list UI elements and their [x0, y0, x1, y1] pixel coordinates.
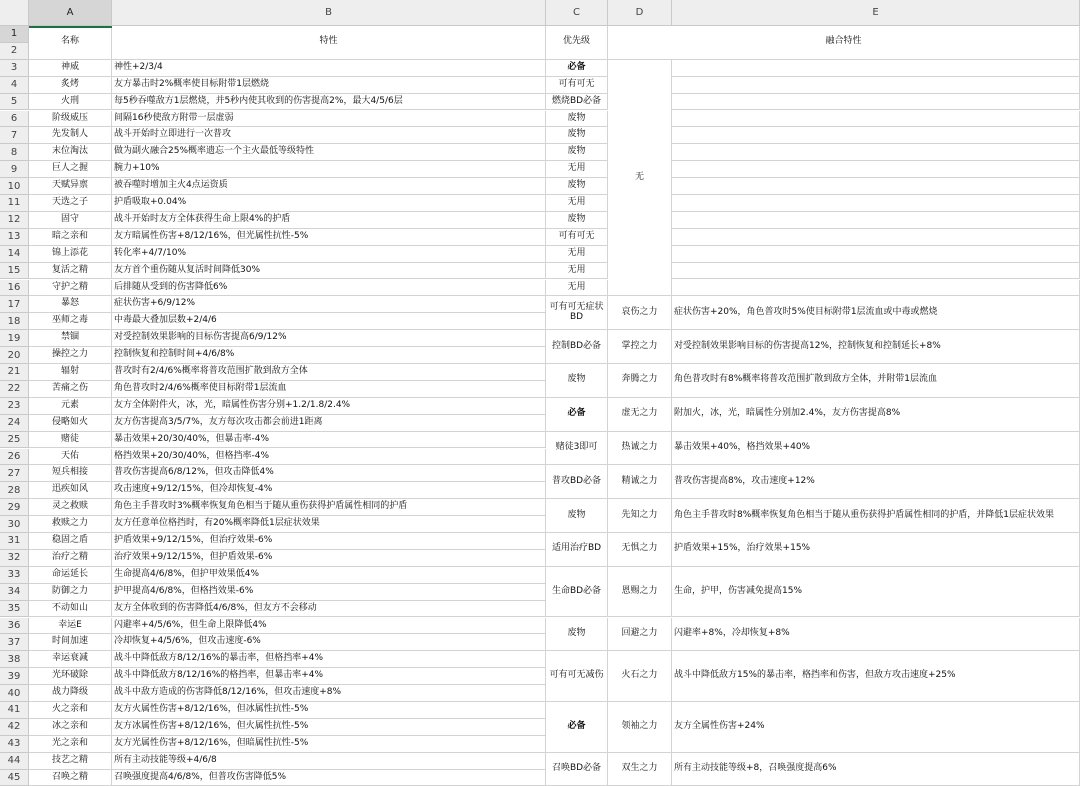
name-cell[interactable]: 光环破除: [29, 668, 112, 685]
row-header[interactable]: 45: [0, 770, 29, 786]
trait-cell[interactable]: 友方暴击时2%概率使目标附带1层燃烧: [112, 77, 546, 94]
row-header[interactable]: 30: [0, 516, 29, 533]
row-header[interactable]: 17: [0, 296, 29, 313]
row-header[interactable]: 8: [0, 144, 29, 161]
name-cell[interactable]: 冰之亲和: [29, 719, 112, 736]
fusion-trait-cell[interactable]: 附加火，冰，光，暗属性分别加2.4%，友方伤害提高8%: [672, 398, 1080, 432]
trait-cell[interactable]: 护盾吸取+0.04%: [112, 195, 546, 212]
fusion-trait-empty[interactable]: [672, 212, 1080, 229]
row-header[interactable]: 34: [0, 584, 29, 601]
priority-group-cell[interactable]: 必备: [546, 398, 608, 432]
name-cell[interactable]: 光之亲和: [29, 736, 112, 753]
name-cell[interactable]: 治疗之精: [29, 550, 112, 567]
trait-cell[interactable]: 友方冰属性伤害+8/12/16%，但火属性抗性-5%: [112, 719, 546, 736]
priority-cell[interactable]: 废物: [546, 144, 608, 161]
column-header-d[interactable]: D: [608, 0, 672, 26]
fusion-name-cell[interactable]: 精诚之力: [608, 465, 672, 499]
trait-cell[interactable]: 角色普攻时2/4/6%概率使目标附带1层流血: [112, 381, 546, 398]
fusion-trait-cell[interactable]: 闪避率+8%，冷却恢复+8%: [672, 618, 1080, 652]
row-header[interactable]: 10: [0, 178, 29, 195]
fusion-trait-cell[interactable]: 症状伤害+20%，角色普攻时5%使目标附带1层流血或中毒或燃烧: [672, 296, 1080, 330]
priority-group-cell[interactable]: 生命BD必备: [546, 567, 608, 618]
fusion-trait-empty[interactable]: [672, 246, 1080, 263]
row-header[interactable]: 31: [0, 533, 29, 550]
fusion-name-cell[interactable]: 回避之力: [608, 618, 672, 652]
priority-cell[interactable]: 废物: [546, 111, 608, 128]
row-header[interactable]: 38: [0, 651, 29, 668]
trait-cell[interactable]: 做为副火融合25%概率遗忘一个主火最低等级特性: [112, 144, 546, 161]
fusion-trait-cell[interactable]: 角色普攻时有8%概率将普攻范围扩散到敌方全体，并附带1层流血: [672, 364, 1080, 398]
fusion-trait-empty[interactable]: [672, 77, 1080, 94]
trait-cell[interactable]: 闪避率+4/5/6%，但生命上限降低4%: [112, 618, 546, 635]
fusion-name-cell[interactable]: 双生之力: [608, 753, 672, 786]
trait-cell[interactable]: 暴击效果+20/30/40%，但暴击率-4%: [112, 432, 546, 449]
priority-cell[interactable]: 无用: [546, 280, 608, 297]
fusion-name-cell[interactable]: 掌控之力: [608, 330, 672, 364]
column-header-a[interactable]: A: [29, 0, 112, 26]
name-cell[interactable]: 迅疾如风: [29, 482, 112, 499]
name-cell[interactable]: 幸运E: [29, 618, 112, 635]
name-cell[interactable]: 守护之精: [29, 280, 112, 297]
name-cell[interactable]: 技艺之精: [29, 753, 112, 770]
priority-group-cell[interactable]: 召唤BD必备: [546, 753, 608, 786]
trait-cell[interactable]: 生命提高4/6/8%，但护甲效果低4%: [112, 567, 546, 584]
trait-cell[interactable]: 转化率+4/7/10%: [112, 246, 546, 263]
row-header[interactable]: 33: [0, 567, 29, 584]
name-cell[interactable]: 禁锢: [29, 330, 112, 347]
name-cell[interactable]: 召唤之精: [29, 770, 112, 786]
priority-group-cell[interactable]: 可有可无减伤: [546, 651, 608, 702]
trait-cell[interactable]: 所有主动技能等级+4/6/8: [112, 753, 546, 770]
trait-cell[interactable]: 神性+2/3/4: [112, 60, 546, 77]
name-cell[interactable]: 防御之力: [29, 584, 112, 601]
row-header[interactable]: 44: [0, 753, 29, 770]
fusion-trait-empty[interactable]: [672, 178, 1080, 195]
name-cell[interactable]: 巫师之毒: [29, 313, 112, 330]
name-cell[interactable]: 不动如山: [29, 601, 112, 618]
fusion-trait-cell[interactable]: 暴击效果+40%，格挡效果+40%: [672, 432, 1080, 466]
trait-cell[interactable]: 友方伤害提高3/5/7%，友方每次攻击都会前进1距离: [112, 415, 546, 432]
row-header[interactable]: 15: [0, 263, 29, 280]
name-cell[interactable]: 天佑: [29, 449, 112, 466]
trait-cell[interactable]: 护甲提高4/6/8%，但格挡效果-6%: [112, 584, 546, 601]
name-cell[interactable]: 侵略如火: [29, 415, 112, 432]
name-cell[interactable]: 天赋异禀: [29, 178, 112, 195]
name-cell[interactable]: 元素: [29, 398, 112, 415]
priority-cell[interactable]: 废物: [546, 212, 608, 229]
priority-group-cell[interactable]: 废物: [546, 618, 608, 652]
row-header[interactable]: 5: [0, 94, 29, 111]
name-cell[interactable]: 命运延长: [29, 567, 112, 584]
trait-cell[interactable]: 战斗中降低敌方8/12/16%的暴击率，但格挡率+4%: [112, 651, 546, 668]
row-header[interactable]: 23: [0, 398, 29, 415]
fusion-name-cell[interactable]: 哀伤之力: [608, 296, 672, 330]
row-header[interactable]: 43: [0, 736, 29, 753]
priority-group-cell[interactable]: 可有可无症状BD: [546, 296, 608, 330]
name-cell[interactable]: 炙烤: [29, 77, 112, 94]
select-all-corner[interactable]: [0, 0, 29, 26]
column-header-b[interactable]: B: [112, 0, 546, 26]
priority-cell[interactable]: 无用: [546, 195, 608, 212]
name-cell[interactable]: 末位淘汰: [29, 144, 112, 161]
row-header[interactable]: 32: [0, 550, 29, 567]
row-header[interactable]: 2: [0, 43, 29, 60]
name-cell[interactable]: 复活之精: [29, 263, 112, 280]
trait-cell[interactable]: 间隔16秒使敌方附带一层虚弱: [112, 111, 546, 128]
priority-cell[interactable]: 必备: [546, 60, 608, 77]
fusion-trait-empty[interactable]: [672, 161, 1080, 178]
fusion-trait-cell[interactable]: 护盾效果+15%，治疗效果+15%: [672, 533, 1080, 567]
row-header[interactable]: 42: [0, 719, 29, 736]
header-priority[interactable]: 优先级: [546, 26, 608, 60]
row-header[interactable]: 26: [0, 449, 29, 466]
fusion-name-cell[interactable]: 恩赐之力: [608, 567, 672, 618]
trait-cell[interactable]: 护盾效果+9/12/15%，但治疗效果-6%: [112, 533, 546, 550]
fusion-trait-empty[interactable]: [672, 60, 1080, 77]
fusion-trait-empty[interactable]: [672, 229, 1080, 246]
row-header[interactable]: 36: [0, 618, 29, 635]
trait-cell[interactable]: 友方光属性伤害+8/12/16%，但暗属性抗性-5%: [112, 736, 546, 753]
fusion-name-cell[interactable]: 虚无之力: [608, 398, 672, 432]
name-cell[interactable]: 神威: [29, 60, 112, 77]
fusion-trait-cell[interactable]: 战斗中降低敌方15%的暴击率，格挡率和伤害，但敌方攻击速度+25%: [672, 651, 1080, 702]
header-fusion[interactable]: 融合特性: [608, 26, 1080, 60]
priority-cell[interactable]: 燃烧BD必备: [546, 94, 608, 111]
row-header[interactable]: 3: [0, 60, 29, 77]
trait-cell[interactable]: 治疗效果+9/12/15%，但护盾效果-6%: [112, 550, 546, 567]
fusion-trait-cell[interactable]: 对受控制效果影响目标的伤害提高12%，控制恢复和控制延长+8%: [672, 330, 1080, 364]
priority-group-cell[interactable]: 必备: [546, 702, 608, 753]
fusion-trait-empty[interactable]: [672, 280, 1080, 297]
row-header[interactable]: 37: [0, 634, 29, 651]
row-header[interactable]: 12: [0, 212, 29, 229]
name-cell[interactable]: 火之亲和: [29, 702, 112, 719]
row-header[interactable]: 13: [0, 229, 29, 246]
fusion-name-cell[interactable]: 无惧之力: [608, 533, 672, 567]
trait-cell[interactable]: 战斗中敌方造成的伤害降低8/12/16%，但攻击速度+8%: [112, 685, 546, 702]
trait-cell[interactable]: 战斗中降低敌方8/12/16%的格挡率，但暴击率+4%: [112, 668, 546, 685]
trait-cell[interactable]: 普攻时有2/4/6%概率将普攻范围扩散到敌方全体: [112, 364, 546, 381]
row-header[interactable]: 18: [0, 313, 29, 330]
row-header[interactable]: 7: [0, 127, 29, 144]
row-header[interactable]: 9: [0, 161, 29, 178]
row-header[interactable]: 16: [0, 280, 29, 297]
priority-group-cell[interactable]: 普攻BD必备: [546, 465, 608, 499]
fusion-trait-empty[interactable]: [672, 94, 1080, 111]
priority-group-cell[interactable]: 废物: [546, 364, 608, 398]
fusion-name-none[interactable]: 无: [608, 60, 672, 297]
trait-cell[interactable]: 攻击速度+9/12/15%，但冷却恢复-4%: [112, 482, 546, 499]
fusion-name-cell[interactable]: 热诚之力: [608, 432, 672, 466]
fusion-trait-empty[interactable]: [672, 144, 1080, 161]
name-cell[interactable]: 短兵相接: [29, 465, 112, 482]
name-cell[interactable]: 稳固之盾: [29, 533, 112, 550]
trait-cell[interactable]: 友方全体收到的伤害降低4/6/8%，但友方不会移动: [112, 601, 546, 618]
row-header[interactable]: 28: [0, 482, 29, 499]
priority-cell[interactable]: 无用: [546, 246, 608, 263]
fusion-trait-empty[interactable]: [672, 127, 1080, 144]
trait-cell[interactable]: 腕力+10%: [112, 161, 546, 178]
row-header[interactable]: 29: [0, 499, 29, 516]
row-header[interactable]: 39: [0, 668, 29, 685]
fusion-name-cell[interactable]: 火石之力: [608, 651, 672, 702]
fusion-trait-cell[interactable]: 所有主动技能等级+8，召唤强度提高6%: [672, 753, 1080, 786]
trait-cell[interactable]: 控制恢复和控制时间+4/6/8%: [112, 347, 546, 364]
trait-cell[interactable]: 友方全体附件火，冰，光，暗属性伤害分别+1.2/1.8/2.4%: [112, 398, 546, 415]
priority-cell[interactable]: 废物: [546, 127, 608, 144]
fusion-name-cell[interactable]: 奔腾之力: [608, 364, 672, 398]
priority-cell[interactable]: 可有可无: [546, 77, 608, 94]
name-cell[interactable]: 火刑: [29, 94, 112, 111]
name-cell[interactable]: 战力降级: [29, 685, 112, 702]
name-cell[interactable]: 固守: [29, 212, 112, 229]
trait-cell[interactable]: 角色主手普攻时3%概率恢复角色相当于随从重伤获得护盾属性相同的护盾: [112, 499, 546, 516]
trait-cell[interactable]: 友方暗属性伤害+8/12/16%，但光属性抗性-5%: [112, 229, 546, 246]
row-header[interactable]: 6: [0, 111, 29, 128]
trait-cell[interactable]: 格挡效果+20/30/40%，但格挡率-4%: [112, 449, 546, 466]
row-header[interactable]: 4: [0, 77, 29, 94]
fusion-trait-cell[interactable]: 角色主手普攻时8%概率恢复角色相当于随从重伤获得护盾属性相同的护盾，并降低1层症状效果: [672, 499, 1080, 533]
trait-cell[interactable]: 战斗开始时立即进行一次普攻: [112, 127, 546, 144]
name-cell[interactable]: 灵之救赎: [29, 499, 112, 516]
row-header[interactable]: 24: [0, 415, 29, 432]
row-header[interactable]: 19: [0, 330, 29, 347]
active-cell-indicator: [29, 26, 112, 28]
trait-cell[interactable]: 被吞噬时增加主火4点运资质: [112, 178, 546, 195]
priority-group-cell[interactable]: 适用治疗BD: [546, 533, 608, 567]
trait-cell[interactable]: 召唤强度提高4/6/8%，但普攻伤害降低5%: [112, 770, 546, 786]
name-cell[interactable]: 幸运衰减: [29, 651, 112, 668]
trait-cell[interactable]: 对受控制效果影响的目标伤害提高6/9/12%: [112, 330, 546, 347]
priority-cell[interactable]: 无用: [546, 263, 608, 280]
trait-cell[interactable]: 友方首个重伤随从复活时间降低30%: [112, 263, 546, 280]
row-header[interactable]: 41: [0, 702, 29, 719]
priority-group-cell[interactable]: 废物: [546, 499, 608, 533]
fusion-trait-cell[interactable]: 生命，护甲，伤害减免提高15%: [672, 567, 1080, 618]
row-header[interactable]: 1: [0, 26, 29, 43]
row-header[interactable]: 14: [0, 246, 29, 263]
name-cell[interactable]: 赌徒: [29, 432, 112, 449]
row-header[interactable]: 35: [0, 601, 29, 618]
fusion-name-cell[interactable]: 领袖之力: [608, 702, 672, 753]
priority-group-cell[interactable]: 控制BD必备: [546, 330, 608, 364]
name-cell[interactable]: 先发制人: [29, 127, 112, 144]
row-header[interactable]: 40: [0, 685, 29, 702]
priority-cell[interactable]: 无用: [546, 161, 608, 178]
header-trait[interactable]: 特性: [112, 26, 546, 60]
trait-cell[interactable]: 症状伤害+6/9/12%: [112, 296, 546, 313]
name-cell[interactable]: 锦上添花: [29, 246, 112, 263]
trait-cell[interactable]: 冷却恢复+4/5/6%，但攻击速度-6%: [112, 634, 546, 651]
name-cell[interactable]: 苦痛之伤: [29, 381, 112, 398]
priority-cell[interactable]: 可有可无: [546, 229, 608, 246]
name-cell[interactable]: 阶级威压: [29, 111, 112, 128]
fusion-trait-cell[interactable]: 普攻伤害提高8%，攻击速度+12%: [672, 465, 1080, 499]
row-header[interactable]: 25: [0, 432, 29, 449]
priority-cell[interactable]: 废物: [546, 178, 608, 195]
trait-cell[interactable]: 后排随从受到的伤害降低6%: [112, 280, 546, 297]
name-cell[interactable]: 巨人之握: [29, 161, 112, 178]
priority-group-cell[interactable]: 赌徒3即可: [546, 432, 608, 466]
trait-cell[interactable]: 友方火属性伤害+8/12/16%，但冰属性抗性-5%: [112, 702, 546, 719]
name-cell[interactable]: 辐射: [29, 364, 112, 381]
trait-cell[interactable]: 战斗开始时友方全体获得生命上限4%的护盾: [112, 212, 546, 229]
name-cell[interactable]: 时间加速: [29, 634, 112, 651]
header-name[interactable]: 名称: [29, 26, 112, 60]
fusion-name-cell[interactable]: 先知之力: [608, 499, 672, 533]
name-cell[interactable]: 暴怒: [29, 296, 112, 313]
name-cell[interactable]: 天选之子: [29, 195, 112, 212]
trait-cell[interactable]: 普攻伤害提高6/8/12%，但攻击降低4%: [112, 465, 546, 482]
trait-cell[interactable]: 每5秒吞噬敌方1层燃烧，并5秒内使其收到的伤害提高2%，最大4/5/6层: [112, 94, 546, 111]
fusion-trait-empty[interactable]: [672, 263, 1080, 280]
row-header[interactable]: 11: [0, 195, 29, 212]
trait-cell[interactable]: 中毒最大叠加层数+2/4/6: [112, 313, 546, 330]
name-cell[interactable]: 暗之亲和: [29, 229, 112, 246]
fusion-trait-empty[interactable]: [672, 195, 1080, 212]
fusion-trait-cell[interactable]: 友方全属性伤害+24%: [672, 702, 1080, 753]
row-header[interactable]: 21: [0, 364, 29, 381]
column-header-e[interactable]: E: [672, 0, 1080, 26]
column-header-c[interactable]: C: [546, 0, 608, 26]
trait-cell[interactable]: 友方任意单位格挡时，有20%概率降低1层症状效果: [112, 516, 546, 533]
name-cell[interactable]: 救赎之力: [29, 516, 112, 533]
name-cell[interactable]: 操控之力: [29, 347, 112, 364]
row-header[interactable]: 27: [0, 465, 29, 482]
fusion-trait-empty[interactable]: [672, 111, 1080, 128]
row-header[interactable]: 20: [0, 347, 29, 364]
row-header[interactable]: 22: [0, 381, 29, 398]
